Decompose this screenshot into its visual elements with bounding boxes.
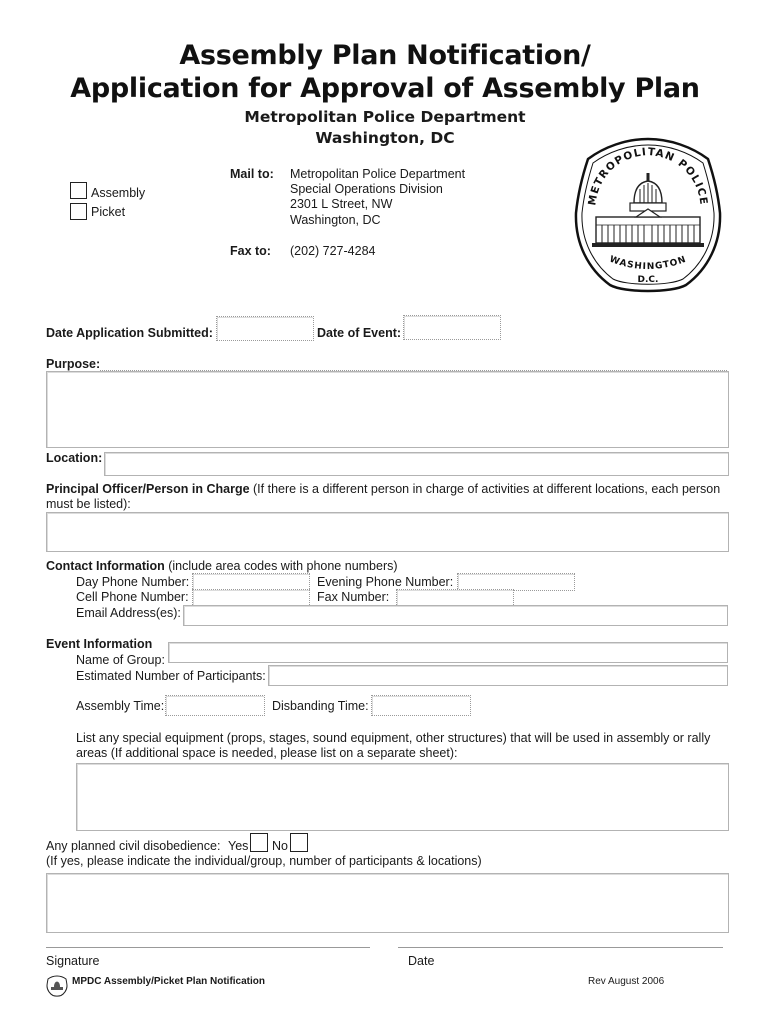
- principal-officer-label: Principal Officer/Person in Charge (If there is a different person in charge of activities at different locations, each person: [46, 482, 721, 496]
- assembly-time-label: Assembly Time:: [76, 699, 165, 713]
- date-submitted-label: Date Application Submitted:: [46, 326, 213, 340]
- principal-officer-textarea[interactable]: [46, 512, 729, 552]
- form-title-line-2: Application for Approval of Assembly Plan: [70, 73, 700, 104]
- participants-input[interactable]: [268, 665, 728, 686]
- assembly-label: Assembly: [91, 186, 146, 200]
- badge-bottom-text: WASHINGTON: [607, 254, 689, 273]
- purpose-label: Purpose:: [46, 357, 101, 371]
- location-input[interactable]: [104, 452, 729, 476]
- signature-line[interactable]: [46, 947, 370, 948]
- principal-officer-note: must be listed):: [46, 497, 131, 511]
- email-label: Email Address(es):: [76, 606, 181, 620]
- police-badge-icon: [566, 133, 730, 297]
- date-label: Date: [408, 954, 435, 968]
- location-label: Location:: [46, 451, 103, 465]
- assembly-checkbox[interactable]: [70, 182, 87, 199]
- evening-phone-label: Evening Phone Number:: [317, 575, 454, 589]
- participants-label: Estimated Number of Participants:: [76, 669, 266, 683]
- mail-to-label: Mail to:: [230, 167, 274, 181]
- badge-top-text: METROPOLITAN POLICE: [586, 145, 710, 207]
- mail-address-line: Metropolitan Police Department: [290, 167, 466, 181]
- department-name: Metropolitan Police Department: [244, 108, 526, 126]
- mail-address-line: Washington, DC: [290, 213, 381, 227]
- form-title-line-1: Assembly Plan Notification/: [179, 40, 591, 71]
- civil-yes-checkbox[interactable]: [250, 833, 268, 852]
- fax-number-label: Fax Number:: [317, 590, 390, 604]
- group-name-input[interactable]: [168, 642, 728, 663]
- date-submitted-input[interactable]: [216, 316, 314, 341]
- civil-yes-label: Yes: [228, 839, 249, 853]
- assembly-time-input[interactable]: [165, 695, 265, 716]
- disbanding-time-label: Disbanding Time:: [272, 699, 369, 713]
- event-info-heading: Event Information: [46, 637, 153, 651]
- cell-phone-label: Cell Phone Number:: [76, 590, 189, 604]
- badge-dc-text: D.C.: [637, 275, 659, 285]
- group-name-label: Name of Group:: [76, 653, 165, 667]
- department-city: Washington, DC: [315, 129, 455, 147]
- fax-to-label: Fax to:: [230, 244, 271, 258]
- mpdc-seal-icon: [46, 975, 68, 997]
- date-line[interactable]: [398, 947, 723, 948]
- email-input[interactable]: [183, 605, 728, 626]
- civil-disobedience-note: (If yes, please indicate the individual/group, number of participants & locations): [46, 854, 482, 868]
- equipment-textarea[interactable]: [76, 763, 729, 831]
- purpose-textarea[interactable]: [46, 371, 729, 448]
- fax-to-number: (202) 727-4284: [290, 244, 376, 258]
- equipment-instructions-2: areas (If additional space is needed, please list on a separate sheet):: [76, 746, 458, 760]
- signature-label: Signature: [46, 954, 100, 968]
- footer-revision: Rev August 2006: [588, 976, 665, 987]
- mail-address-line: Special Operations Division: [290, 182, 443, 196]
- picket-label: Picket: [91, 205, 126, 219]
- civil-no-label: No: [272, 839, 288, 853]
- mail-address-line: 2301 L Street, NW: [290, 197, 393, 211]
- civil-disobedience-textarea[interactable]: [46, 873, 729, 933]
- date-of-event-label: Date of Event:: [317, 326, 402, 340]
- contact-info-heading: Contact Information (include area codes with phone numbers): [46, 559, 398, 573]
- picket-checkbox[interactable]: [70, 203, 87, 220]
- date-of-event-input[interactable]: [403, 315, 501, 340]
- civil-disobedience-label: Any planned civil disobedience:: [46, 839, 221, 853]
- footer-form-name: MPDC Assembly/Picket Plan Notification: [72, 976, 266, 987]
- civil-no-checkbox[interactable]: [290, 833, 308, 852]
- equipment-instructions: List any special equipment (props, stages, sound equipment, other structures) that will be used in assembly or rally: [76, 731, 711, 745]
- day-phone-label: Day Phone Number:: [76, 575, 190, 589]
- disbanding-time-input[interactable]: [371, 695, 471, 716]
